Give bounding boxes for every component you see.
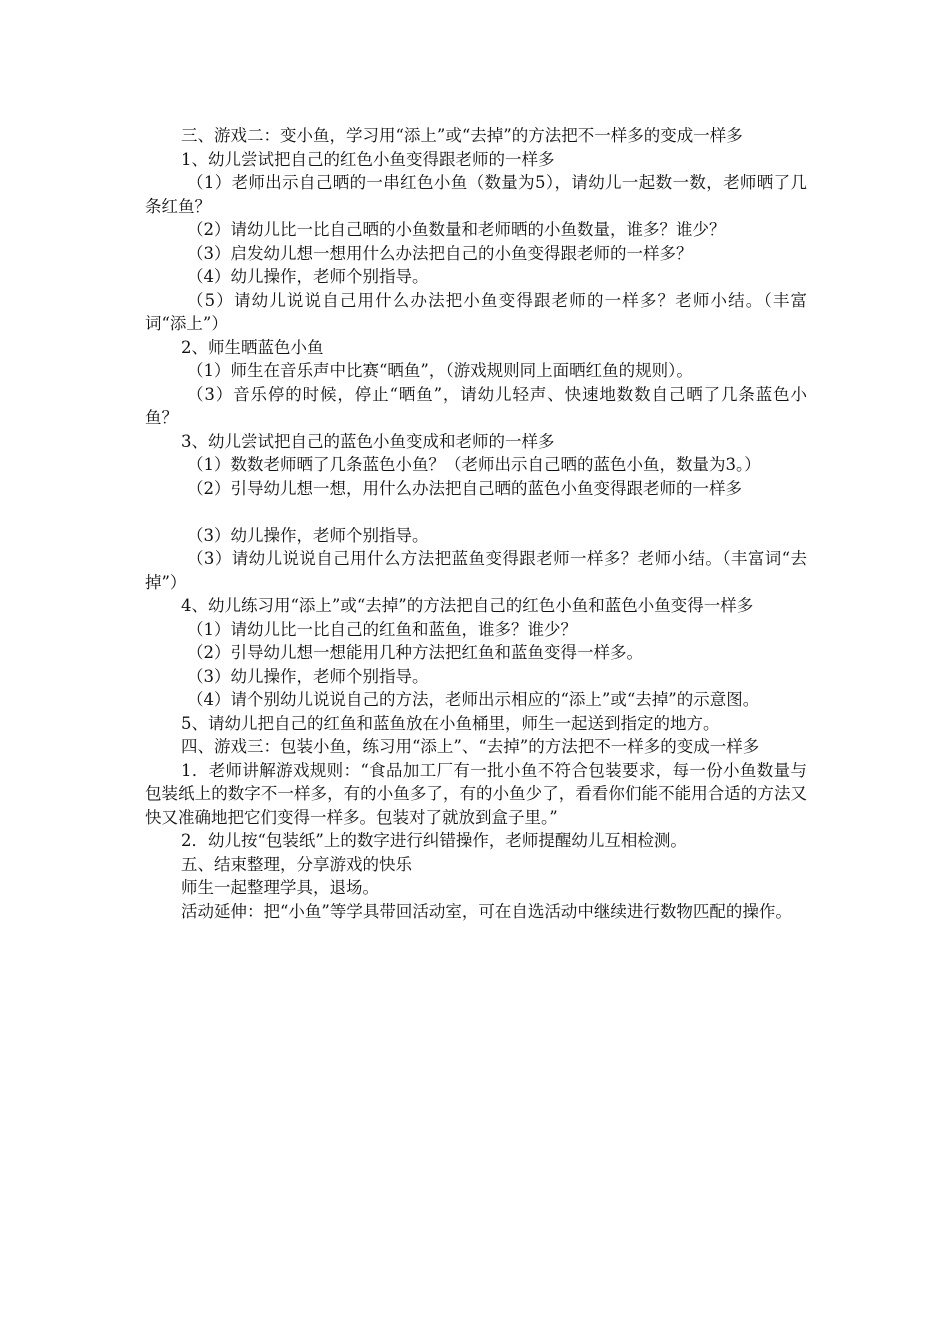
paragraph-text: （3）音乐停的时候，停止“晒鱼”，请幼儿轻声、快速地数数自己晒了几条蓝色小鱼？ [145,384,807,427]
paragraph-text: 3、幼儿尝试把自己的蓝色小鱼变成和老师的一样多 [181,431,555,451]
paragraph-text: （5）请幼儿说说自己用什么办法把小鱼变得跟老师的一样多？老师小结。（丰富词“添上”） [145,290,807,333]
paragraph-section-heading: 四、游戏三：包装小鱼，练习用“添上”、“去掉”的方法把不一样多的变成一样多 [181,737,760,756]
paragraph-text: （3）幼儿操作，老师个别指导。 [187,525,429,545]
paragraph-text: （2）请幼儿比一比自己晒的小鱼数量和老师晒的小鱼数量，谁多？谁少？ [187,220,726,239]
paragraph-text: （4）请个别幼儿说说自己的方法，老师出示相应的“添上”或“去掉”的示意图。 [187,690,760,709]
paragraph-text: 2、师生晒蓝色小鱼 [181,337,324,357]
paragraph-section-heading: 五、结束整理，分享游戏的快乐 [181,854,412,874]
paragraph-text: 5、请幼儿把自己的红鱼和蓝鱼放在小鱼桶里，师生一起送到指定的地方。 [181,713,720,733]
paragraph-text: （2）引导幼儿想一想，用什么办法把自己晒的蓝色小鱼变得跟老师的一样多 [187,478,742,498]
paragraph-text: 1、幼儿尝试把自己的红色小鱼变得跟老师的一样多 [181,149,555,169]
paragraph-text: （3）请幼儿说说自己用什么方法把蓝鱼变得跟老师一样多？老师小结。（丰富词“去掉”） [145,549,807,592]
paragraph-text: 活动延伸：把“小鱼”等学具带回活动室，可在自选活动中继续进行数物匹配的操作。 [181,901,792,921]
paragraph-text: （1）师生在音乐声中比赛“晒鱼”，（游戏规则同上面晒红鱼的规则）。 [187,361,693,380]
paragraph-text: 4、幼儿练习用“添上”或“去掉”的方法把自己的红色小鱼和蓝色小鱼变得一样多 [181,596,754,615]
document-body [145,124,807,923]
paragraph-text: （3）启发幼儿想一想用什么办法把自己的小鱼变得跟老师的一样多？ [187,243,693,263]
paragraph-text: 2．幼儿按“包装纸”上的数字进行纠错操作，老师提醒幼儿互相检测。 [181,831,687,850]
paragraph-text: （1）老师出示自己晒的一串红色小鱼（数量为5），请幼儿一起数一数，老师晒了几条红鱼？ [145,173,807,216]
paragraph-text: （1）请幼儿比一比自己的红鱼和蓝鱼，谁多？谁少？ [187,619,577,639]
paragraph-text: （1）数数老师晒了几条蓝色小鱼？（老师出示自己晒的蓝色小鱼，数量为3。） [187,455,761,474]
paragraph-text: （3）幼儿操作，老师个别指导。 [187,666,429,686]
paragraph-text: （2）引导幼儿想一想能用几种方法把红鱼和蓝鱼变得一样多。 [187,643,643,662]
paragraph-text: 师生一起整理学具，退场。 [181,878,379,897]
paragraph-text: （4）幼儿操作，老师个别指导。 [187,267,429,286]
paragraph-text: 1．老师讲解游戏规则：“食品加工厂有一批小鱼不符合包装要求，每一份小鱼数量与包装纸上的数字不一样多，有的小鱼多了，有的小鱼少了，看看你们能不能用合适的方法又快又准确地把它们变得一样多。包装对了就放到盒子里。” [145,760,807,827]
paragraph-section-heading: 三、游戏二：变小鱼，学习用“添上”或“去掉”的方法把不一样多的变成一样多 [181,126,743,145]
